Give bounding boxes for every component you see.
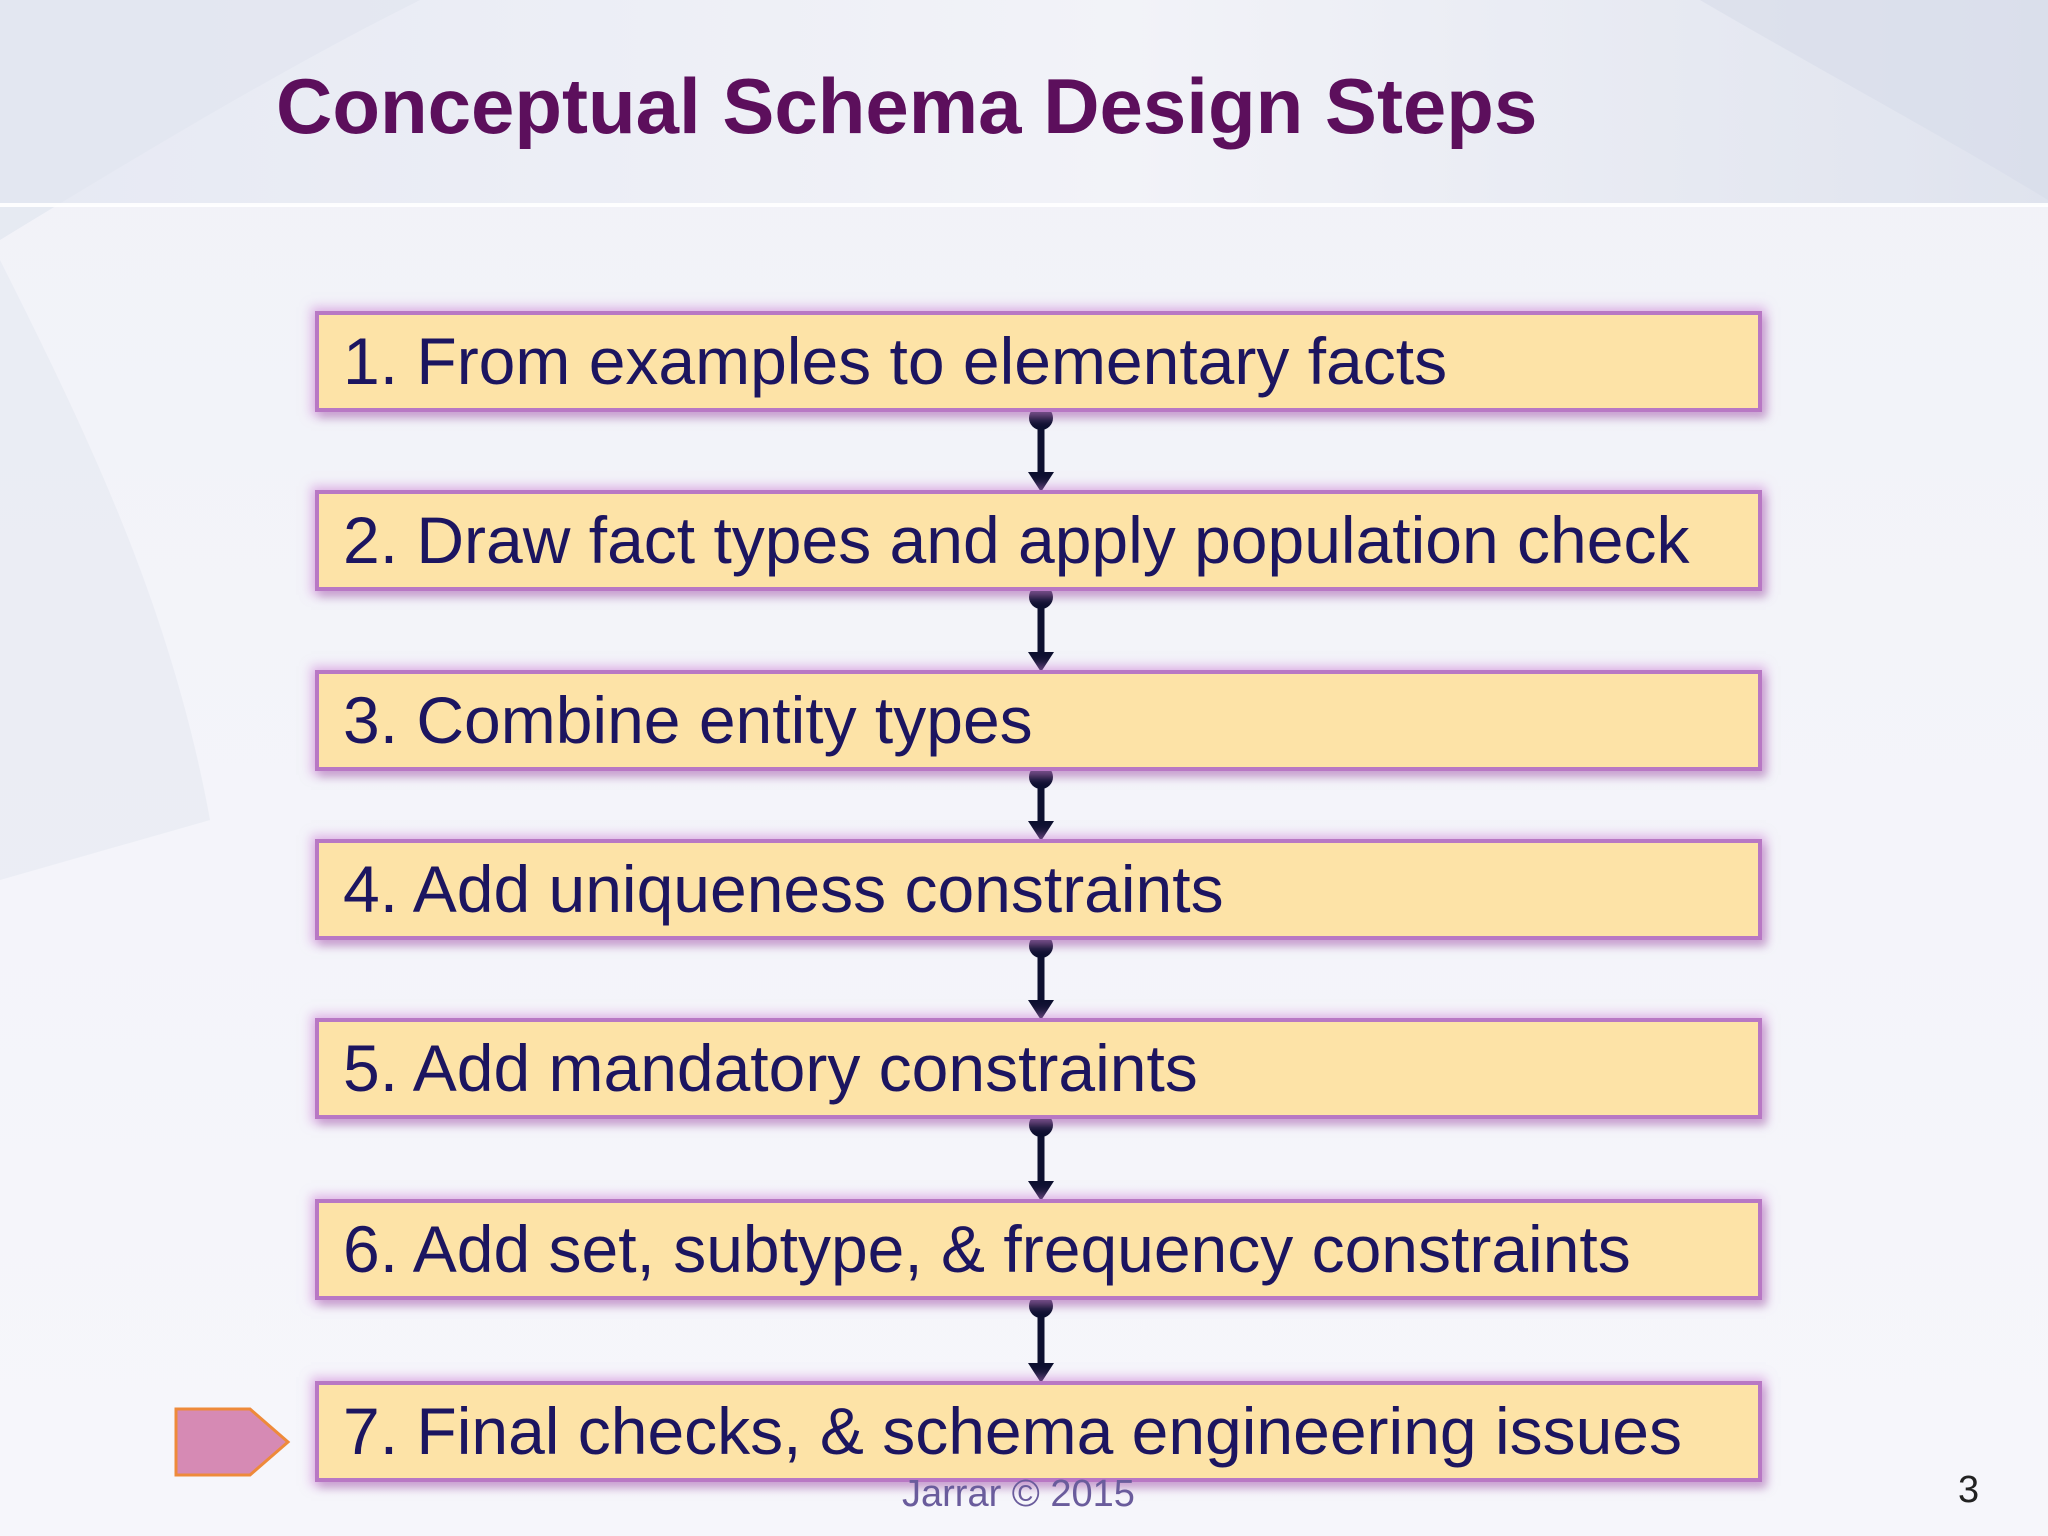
step-label: 1. From examples to elementary facts bbox=[343, 324, 1448, 398]
step-label: 4. Add uniqueness constraints bbox=[343, 852, 1224, 926]
step-label: 5. Add mandatory constraints bbox=[343, 1031, 1198, 1105]
step-label: 3. Combine entity types bbox=[343, 683, 1033, 757]
step-box-7 bbox=[315, 1381, 1762, 1482]
step-box-3 bbox=[315, 670, 1762, 771]
footer-credit: Jarrar © 2015 bbox=[902, 1473, 1135, 1515]
slide-title: Conceptual Schema Design Steps bbox=[276, 62, 1538, 150]
step-box-1 bbox=[315, 311, 1762, 412]
step-box-4 bbox=[315, 839, 1762, 940]
step-label: 2. Draw fact types and apply population check bbox=[343, 503, 1690, 577]
step-label: 7. Final checks, & schema engineering issues bbox=[343, 1394, 1683, 1468]
step-box-2 bbox=[315, 490, 1762, 591]
step-box-6 bbox=[315, 1199, 1762, 1300]
step-box-5 bbox=[315, 1018, 1762, 1119]
page-number: 3 bbox=[1958, 1469, 1980, 1511]
current-step-pointer bbox=[174, 1407, 292, 1477]
step-label: 6. Add set, subtype, & frequency constraints bbox=[343, 1212, 1631, 1286]
